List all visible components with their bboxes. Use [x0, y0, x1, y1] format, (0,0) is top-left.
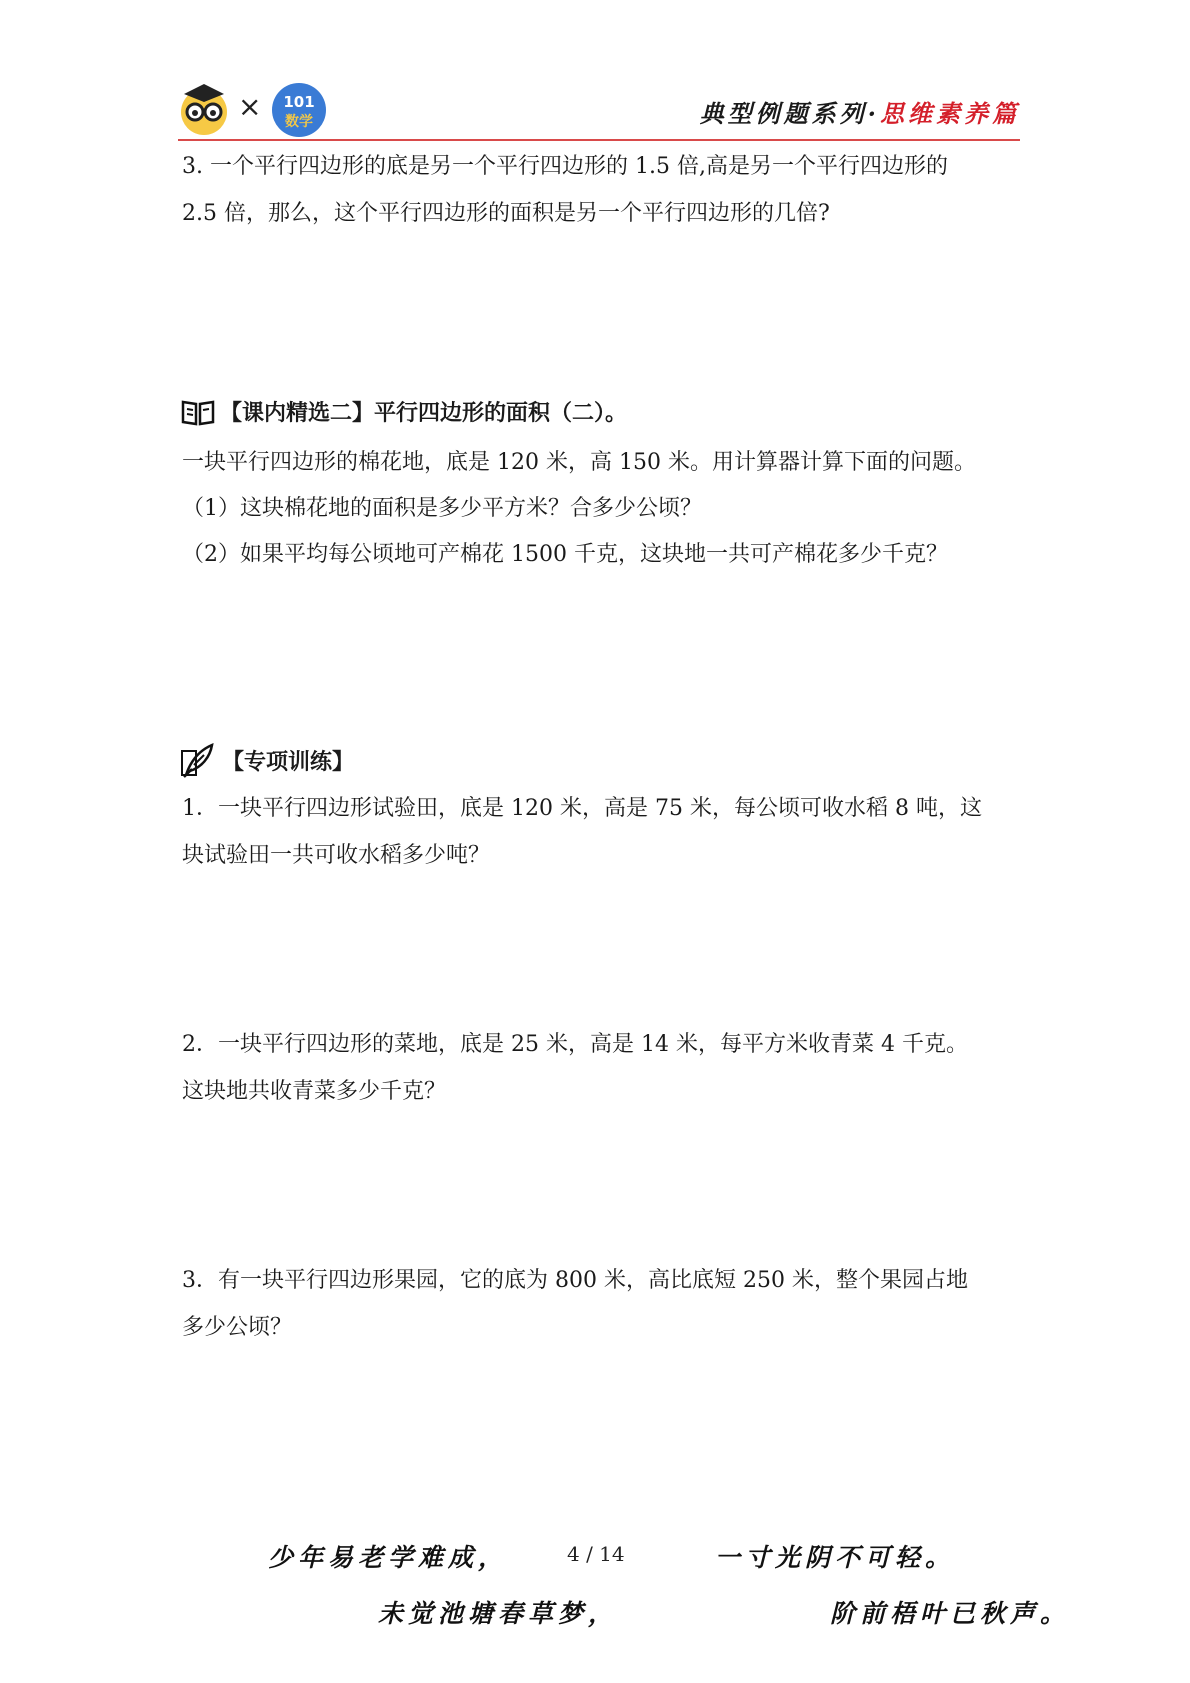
logo-times-sign: ×	[238, 90, 262, 123]
cotton-field-question-2: （2）如果平均每公顷地可产棉花 1500 千克，这块地一共可产棉花多少千克？	[182, 542, 948, 567]
series-title	[700, 94, 1020, 129]
quill-pen-icon	[180, 741, 218, 779]
header-rule	[178, 139, 1020, 141]
training-problem-3-line-2: 多少公顷？	[182, 1315, 293, 1340]
cotton-field-question-1: （1）这块棉花地的面积是多少平方米？合多少公顷？	[182, 496, 702, 521]
training-problem-1	[182, 785, 1022, 879]
owl-logo-icon	[178, 80, 230, 136]
cotton-field-problem	[182, 440, 1022, 578]
poem-line-1: 少年易老学难成，	[268, 1543, 509, 1572]
page-footer	[0, 1530, 1190, 1650]
training-problem-2	[182, 1021, 1022, 1115]
poem-line-4: 阶前梧叶已秋声。	[830, 1599, 1071, 1628]
page-header	[178, 80, 1020, 140]
svg-text:101: 101	[283, 93, 315, 111]
section-heading-text: 【课内精选二】平行四边形的面积（二）。	[220, 401, 628, 426]
series-title-accent: 思维素养篇	[880, 99, 1020, 128]
poem-line-2: 一寸光阴不可轻。	[715, 1543, 956, 1572]
intro-problem-line-2: 2.5 倍，那么，这个平行四边形的面积是另一个平行四边形的几倍?	[182, 201, 830, 226]
training-problem-3	[182, 1257, 1022, 1351]
training-problem-2-line-1: 2．一块平行四边形的菜地，底是 25 米，高是 14 米，每平方米收青菜 4 千克。	[182, 1032, 968, 1057]
page-number: 4 / 14	[567, 1542, 625, 1566]
training-problem-3-line-1: 3．有一块平行四边形果园，它的底为 800 米，高比底短 250 米，整个果园占地	[182, 1268, 968, 1293]
section-heading-special-training	[180, 741, 354, 779]
cotton-field-intro: 一块平行四边形的棉花地，底是 120 米，高 150 米。用计算器计算下面的问题。	[182, 450, 976, 475]
training-problem-1-line-1: 1．一块平行四边形试验田，底是 120 米，高是 75 米，每公顷可收水稻 8 吨，这	[182, 796, 982, 821]
section-heading-text: 【专项训练】	[222, 749, 355, 775]
101-math-logo-icon	[270, 82, 328, 138]
open-book-icon	[180, 397, 216, 427]
training-problem-1-line-2: 块试验田一共可收水稻多少吨？	[182, 843, 491, 868]
section-heading-course-selection	[180, 396, 627, 427]
series-title-main: 典型例题系列·	[699, 99, 880, 128]
poem-line-3: 未觉池塘春草梦，	[378, 1599, 619, 1628]
intro-problem	[182, 143, 1022, 237]
intro-problem-line-1: 3. 一个平行四边形的底是另一个平行四边形的 1.5 倍,高是另一个平行四边形的	[182, 154, 948, 179]
training-problem-2-line-2: 这块地共收青菜多少千克？	[182, 1079, 447, 1104]
svg-text:数学: 数学	[285, 114, 313, 130]
